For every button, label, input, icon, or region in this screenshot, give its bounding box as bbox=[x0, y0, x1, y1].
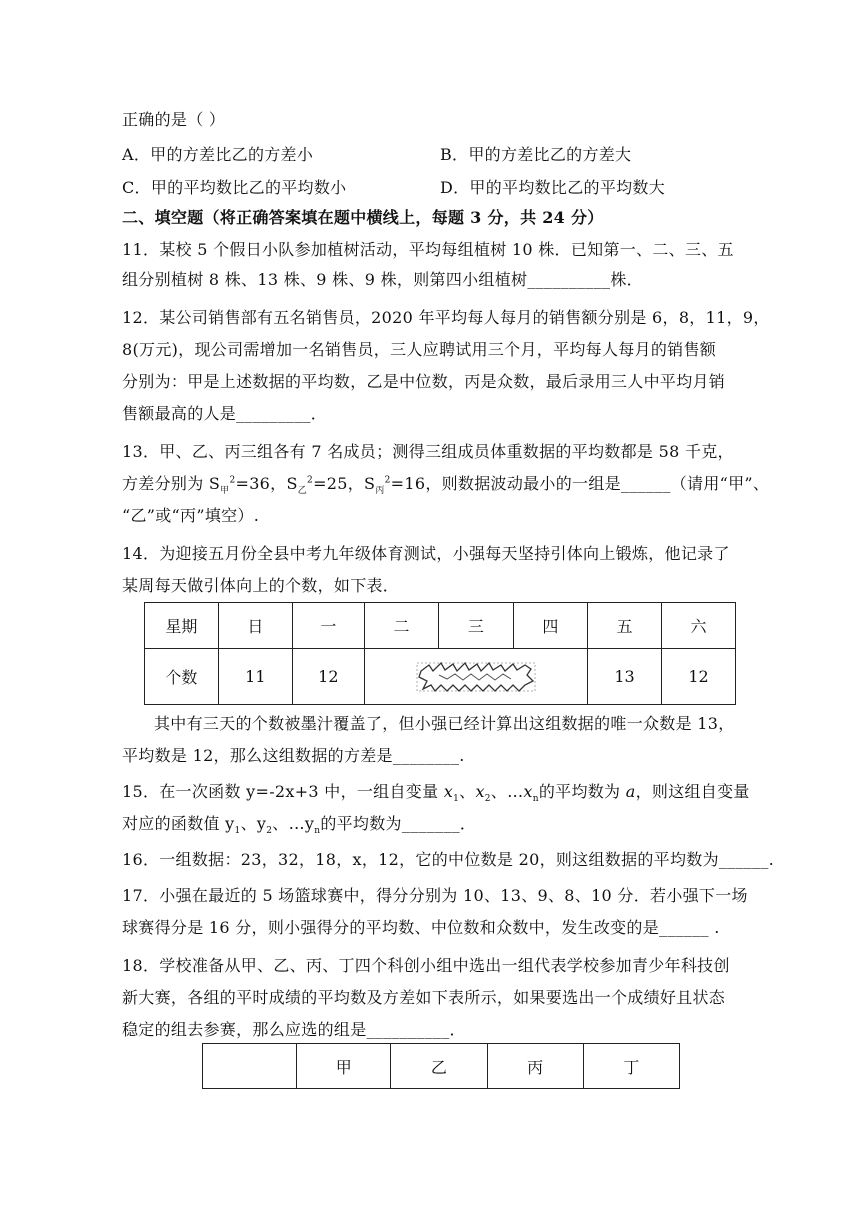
q13-line1: 13．甲、乙、丙三组各有 7 名成员；测得三组成员体重数据的平均数都是 58 千克， bbox=[122, 442, 734, 461]
q18-line3: 稳定的组去参赛，那么应选的组是__________． bbox=[122, 1020, 466, 1039]
q18-line1: 18．学校准备从甲、乙、丙、丁四个科创小组中选出一组代表学校参加青少年科技创 bbox=[122, 956, 730, 975]
table-cell: 四 bbox=[513, 603, 587, 649]
table-cell: 甲 bbox=[297, 1044, 391, 1089]
ink-blot-cell bbox=[364, 649, 587, 705]
table-cell: 11 bbox=[218, 649, 292, 705]
q11-line2: 组分别植树 8 株、13 株、9 株、9 株，则第四小组植树__________株． bbox=[122, 270, 643, 289]
option-b: B．甲的方差比乙的方差大 bbox=[440, 145, 632, 164]
option-c: C．甲的平均数比乙的平均数小 bbox=[122, 178, 347, 197]
option-d: D．甲的平均数比乙的平均数大 bbox=[440, 178, 666, 197]
q13-line2: 方差分别为 $S_甲^2=36$，$S_乙^2=25$，$S_丙^2=16$，则数据波动最小的一组是______（请用“甲”、 bbox=[122, 474, 770, 497]
table-cell: 二 bbox=[364, 603, 438, 649]
ink-blot-icon bbox=[411, 659, 541, 695]
q14-table bbox=[144, 602, 736, 705]
table-cell: 丙 bbox=[487, 1044, 583, 1089]
q14-line4: 平均数是 12，那么这组数据的方差是________. bbox=[122, 746, 465, 765]
q12-line1: 12．某公司销售部有五名销售员，2020 年平均每人每月的销售额分别是 6，8，11，9， bbox=[122, 308, 770, 327]
table-cell: 日 bbox=[218, 603, 292, 649]
table-cell bbox=[203, 1044, 297, 1089]
table-cell: 五 bbox=[588, 603, 662, 649]
table-cell: 丁 bbox=[583, 1044, 679, 1089]
q11-line1: 11．某校 5 个假日小队参加植树活动，平均每组植树 10 株．已知第一、二、三、五 bbox=[122, 240, 734, 259]
q14-table-row-weekday bbox=[145, 603, 736, 649]
q14-line3: 其中有三天的个数被墨汁覆盖了，但小强已经计算出这组数据的唯一众数是 13， bbox=[154, 714, 735, 733]
option-a: A．甲的方差比乙的方差小 bbox=[122, 145, 314, 164]
table-cell: 12 bbox=[292, 649, 364, 705]
q18-line2: 新大赛，各组的平时成绩的平均数及方差如下表所示，如果要选出一个成绩好且状态 bbox=[122, 988, 726, 1007]
table-cell: 13 bbox=[588, 649, 662, 705]
q15-line1: 15．在一次函数 y=-2x+3 中，一组自变量 $x_1$、$x_2$、$\dots x_n$的平均数为 a，则这组自变量 bbox=[122, 782, 750, 805]
q12-line2: 8(万元)，现公司需增加一名销售员，三人应聘试用三个月，平均每人每月的销售额 bbox=[122, 340, 717, 359]
q14-table-row-count bbox=[145, 649, 736, 705]
q15-line2: 对应的函数值 $y_1$、$y_2$、$\dots y_n$的平均数为_______． bbox=[122, 814, 477, 837]
table-cell: 六 bbox=[661, 603, 735, 649]
q17-line1: 17．小强在最近的 5 场篮球赛中，得分分别为 10、13、9、8、10 分．若小强下一场 bbox=[122, 886, 748, 905]
q14-line2: 某周每天做引体向上的个数，如下表． bbox=[122, 576, 400, 595]
q13-line3: “乙”或“丙”填空）. bbox=[122, 506, 260, 525]
table-cell: 三 bbox=[439, 603, 513, 649]
table-cell: 个数 bbox=[145, 649, 219, 705]
table-cell: 一 bbox=[292, 603, 364, 649]
table-cell: 12 bbox=[661, 649, 735, 705]
q16-line1: 16．一组数据：23，32，18，x，12，它的中位数是 20，则这组数据的平均数为______. bbox=[122, 850, 775, 869]
q18-table bbox=[202, 1043, 680, 1089]
q12-line4: 售额最高的人是_________． bbox=[122, 404, 328, 423]
table-cell: 星期 bbox=[145, 603, 219, 649]
table-cell: 乙 bbox=[391, 1044, 487, 1089]
q14-line1: 14．为迎接五月份全县中考九年级体育测试，小强每天坚持引体向上锻炼，他记录了 bbox=[122, 544, 730, 563]
q17-line2: 球赛得分是 16 分，则小强得分的平均数、中位数和众数中，发生改变的是______ . bbox=[122, 918, 720, 937]
section-heading: 二、填空题（将正确答案填在题中横线上，每题 3 分，共 24 分） bbox=[122, 208, 604, 227]
q12-line3: 分别为：甲是上述数据的平均数，乙是中位数，丙是众数，最后录用三人中平均月销 bbox=[122, 372, 726, 391]
q10-stem-end: 正确的是（ ） bbox=[122, 110, 226, 129]
q18-table-header-row bbox=[203, 1044, 680, 1089]
